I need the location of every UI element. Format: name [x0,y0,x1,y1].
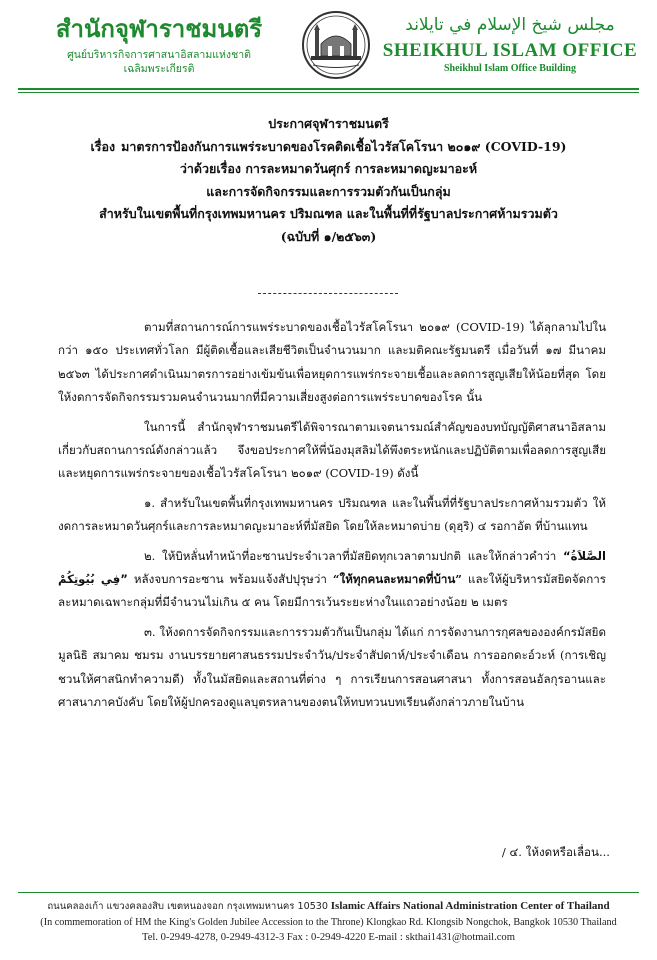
item-2-text-b: หลังจบการอะซาน พร้อมแจ้งสัปปุรุษว่า [127,572,333,587]
item-2-text-c: และให้ผู้บริหารมัสยิดจัดการละหมาดเฉพาะกลุ่มที่มีจำนวนไม่เกิน ๕ คน โดยมีการเว้นระยะห่างในแถวอย่างน้อย ๒ เมตร [58,572,606,610]
letterhead-rule-top [18,88,639,90]
paragraph-item-3: ๓. ให้งดการจัดกิจกรรมและการรวมตัวกันเป็นกลุ่ม ได้แก่ การจัดงานการกุศลขององค์กรมัสยิด มูลนิธิ สมาคม ชมรม งานบรรยายศาสนธรรมประจำวัน/ประจำสัปดาห์/ประจำเดือน การออกดะอ์วะห์ (การเชิญชวนให้ศาสนิกทำความดี) ทั้งในมัสยิดและสถานที่ต่าง ๆ การเรียนการสอนศาสนา ทั้งการสอนอัลกุรอานและศาสนาภาคบังคับ โดยให้ผู้ปกครองดูแลบุตรหลานของตนให้ทบทวนบทเรียนดังกล่าวภายในบ้าน [58,624,606,710]
paragraph-item-2 [58,545,606,615]
heading-line-4: และการจัดกิจกรรมและการรวมตัวกันเป็นกลุ่ม [206,183,451,199]
office-name-arabic: مجلس شيخ الإسلام في تايلاند [405,15,615,35]
office-building-english: Sheikhul Islam Office Building [444,63,576,74]
office-name-english: SHEIKHUL ISLAM OFFICE [382,40,638,61]
letterhead-thai [24,14,294,76]
letterhead-english [382,12,638,76]
footer-address-thai: ถนนคลองเก้า แขวงคลองสิบ เขตหนองจอก กรุงเทพมหานคร 10530 [47,901,329,912]
issue-number: (ฉบับที่ ๑/๒๕๖๓) [280,228,377,244]
footer-address-english: (In commemoration of HM the King's Golden Jubilee Accession to the Throne) Klongkao Rd. Klongsib Nongchok, Bangkok 10530 Thailand [40,917,617,928]
announcement-body [58,316,606,721]
subject-label: เรื่อง [90,138,116,154]
continuation-note: / ๔. ให้งดหรือเลื่อน... [501,845,610,859]
footer-rule [18,892,639,893]
item-2-text-a: ๒. ให้บิหลั่นทำหน้าที่อะซานประจำเวลาที่มัสยิดทุกเวลาตามปกติ และให้กล่าวคำว่า [144,548,557,563]
footer-center-name: Islamic Affairs National Administration Center of Thailand [330,900,610,912]
subject-text: มาตรการป้องกันการแพร่ระบาดของโรคติดเชื้อไวรัสโคโรนา ๒๐๑๙ (COVID-19) [121,138,567,154]
office-name-thai: สำนักจุฬาราชมนตรี [55,15,263,43]
footer-contact: Tel. 0-2949-4278, 0-2949-4312-3 Fax : 0-2949-4220 E-mail : skthai1431@hotmail.com [142,932,515,943]
mosque-emblem-icon [301,10,371,80]
heading-line-5: สำหรับในเขตพื้นที่กรุงเทพมหานคร ปริมณฑล และในพื้นที่ที่รัฐบาลประกาศห้ามรวมตัว [99,206,558,221]
heading-divider [258,293,398,294]
office-subtitle-thai-2: เฉลิมพระเกียรติ [123,63,195,75]
item-2-arabic-phrase: “الصَّلاَةُ فِي بُيُوتِكُمْ” [58,548,607,587]
heading-line-3: ว่าด้วยเรื่อง การละหมาดวันศุกร์ การละหมาดญะมาอะห์ [179,161,478,176]
paragraph-item-1: ๑. สำหรับในเขตพื้นที่กรุงเทพมหานคร ปริมณฑล และในพื้นที่ที่รัฐบาลประกาศห้ามรวมตัว ให้งดการละหมาดวันศุกร์และการละหมาดญะมาอะห์ที่มัสยิด โดยให้ละหมาดบ่าย (ดุฮฺริ) ๔ รอกาอัต ที่บ้านแทน [58,495,606,534]
office-subtitle-thai: ศูนย์บริหารกิจการศาสนาอิสลามแห่งชาติ [67,49,251,61]
footer-address-line [16,898,641,915]
announcement-heading [40,113,617,248]
paragraph-consideration: ในการนี้ สำนักจุฬาราชมนตรีได้พิจารณาตามเจตนารมณ์สำคัญของบทบัญญัติศาสนาอิสลามเกี่ยวกับสถานการณ์ดังกล่าวแล้ว จึงขอประกาศให้พี่น้องมุสลิมได้พึงตระหนักและปฏิบัติตามเพื่อลดการสูญเสียและหยุดการแพร่กระจายของเชื้อไวรัสโคโรนา ๒๐๑๙ (COVID-19) ดังนี้ [58,419,606,481]
announcement-subject-line [40,136,617,159]
announcement-title: ประกาศจุฬาราชมนตรี [268,116,389,131]
item-2-quote: “ให้ทุกคนละหมาดที่บ้าน” [332,572,462,587]
letterhead-rule-bottom [18,92,639,93]
paragraph-background: ตามที่สถานการณ์การแพร่ระบาดของเชื้อไวรัสโคโรนา ๒๐๑๙ (COVID-19) ได้ลุกลามไปในกว่า ๑๕๐ ประเทศทั่วโลก มีผู้ติดเชื้อและเสียชีวิตเป็นจำนวนมาก และมติคณะรัฐมนตรี เมื่อวันที่ ๑๗ มีนาคม ๒๕๖๓ ได้ประกาศดำเนินมาตรการอย่างเข้มข้นเพื่อหยุดการแพร่กระจายเชื้อและลดการสูญเสียให้น้อยที่สุด โดยให้งดการจัดกิจกรรมรวมคนจำนวนมากที่มีความเสี่ยงสูงต่อการแพร่ระบาดของโรค นั้น [58,320,606,405]
footer [16,898,641,945]
